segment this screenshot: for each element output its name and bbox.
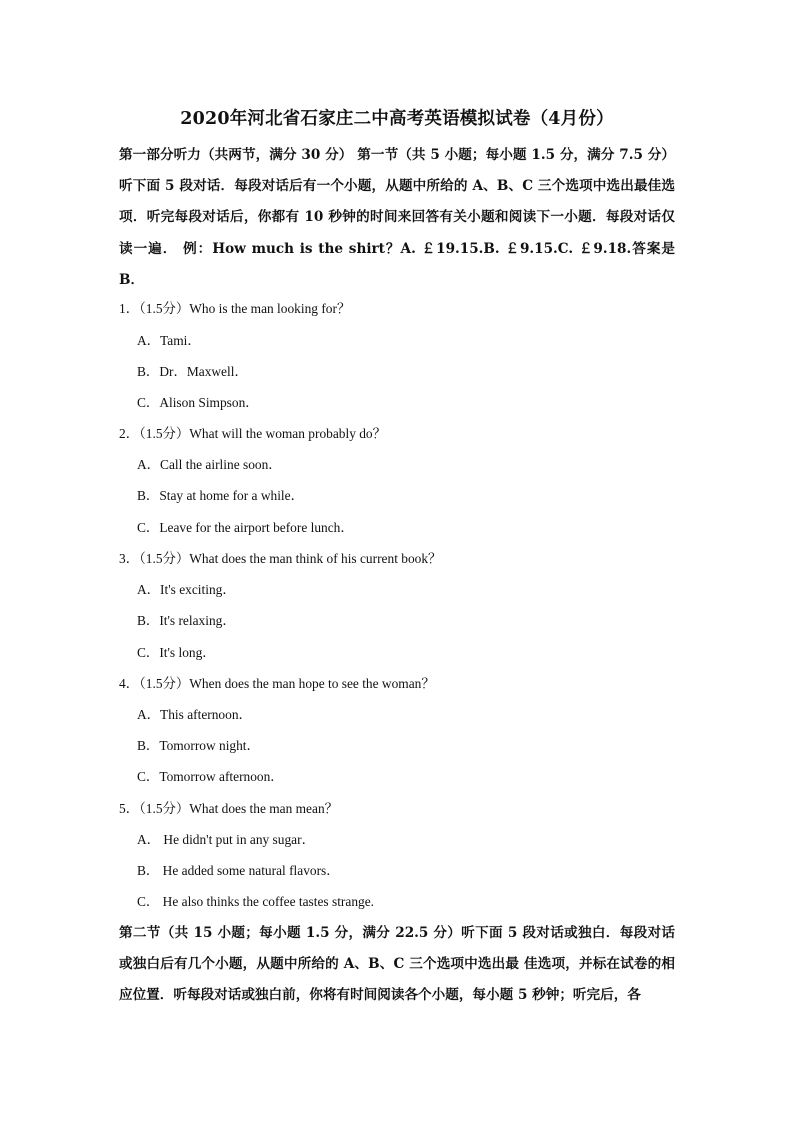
part2-instructions: 第二节（共 15 小题；每小题 1.5 分，满分 22.5 分）听下面 5 段对话或独白．每段对话或独白后有几个小题，从题中所给的 A、B、C 三个选项中选出最 佳选项，并标在试卷的相应位置．听每段对话或独白前，你将有时间阅读各个小题，每小题 5 秒钟；听完后，各: [119, 925, 675, 1004]
question-5-stem: 5．（1.5分）What does the man mean？: [119, 801, 339, 816]
question-5-option-c: C． He also thinks the coffee tastes strange.: [137, 894, 375, 909]
question-3-option-b: B．It's relaxing．: [137, 613, 236, 628]
question-2-option-c: C．Leave for the airport before lunch．: [137, 520, 354, 535]
question-2-option-a: A．Call the airline soon．: [137, 457, 282, 472]
part1-instructions: 第一部分听力（共两节，满分 30 分） 第一节（共 5 小题；每小题 1.5 分，满分 7.5 分）听下面 5 段对话．每段对话后有一个小题，从题中所给的 A、B、C 三个选项中选出最佳选项．听完每段对话后，你都有 10 秒钟的时间来回答有关小题和阅读下一小题．每段对话仅读一遍． 例：How much is the shirt？A. ￡19.15.B. ￡9.15.C. ￡9.18.答案是 B．: [119, 147, 675, 288]
exam-title: 2020年河北省石家庄二中高考英语模拟试卷（4月份）: [180, 109, 614, 129]
question-3-stem: 3．（1.5分）What does the man think of his current book？: [119, 551, 442, 566]
question-4-option-c: C．Tomorrow afternoon．: [137, 769, 284, 784]
question-2-option-b: B．Stay at home for a while．: [137, 488, 304, 503]
question-4-stem: 4．（1.5分）When does the man hope to see the woman？: [119, 676, 435, 691]
question-1-option-a: A．Tami．: [137, 333, 201, 348]
question-3-option-a: A．It's exciting．: [137, 582, 236, 597]
question-3-option-c: C．It's long．: [137, 645, 216, 660]
question-1-option-b: B．Dr．Maxwell．: [137, 364, 248, 379]
question-1-stem: 1．（1.5分）Who is the man looking for？: [119, 301, 351, 316]
question-2-stem: 2．（1.5分）What will the woman probably do？: [119, 426, 387, 441]
question-1-option-c: C．Alison Simpson．: [137, 395, 259, 410]
question-5-option-b: B． He added some natural flavors．: [137, 863, 340, 878]
question-5-option-a: A． He didn't put in any sugar．: [137, 832, 315, 847]
question-4-option-a: A．This afternoon．: [137, 707, 252, 722]
question-4-option-b: B．Tomorrow night．: [137, 738, 260, 753]
